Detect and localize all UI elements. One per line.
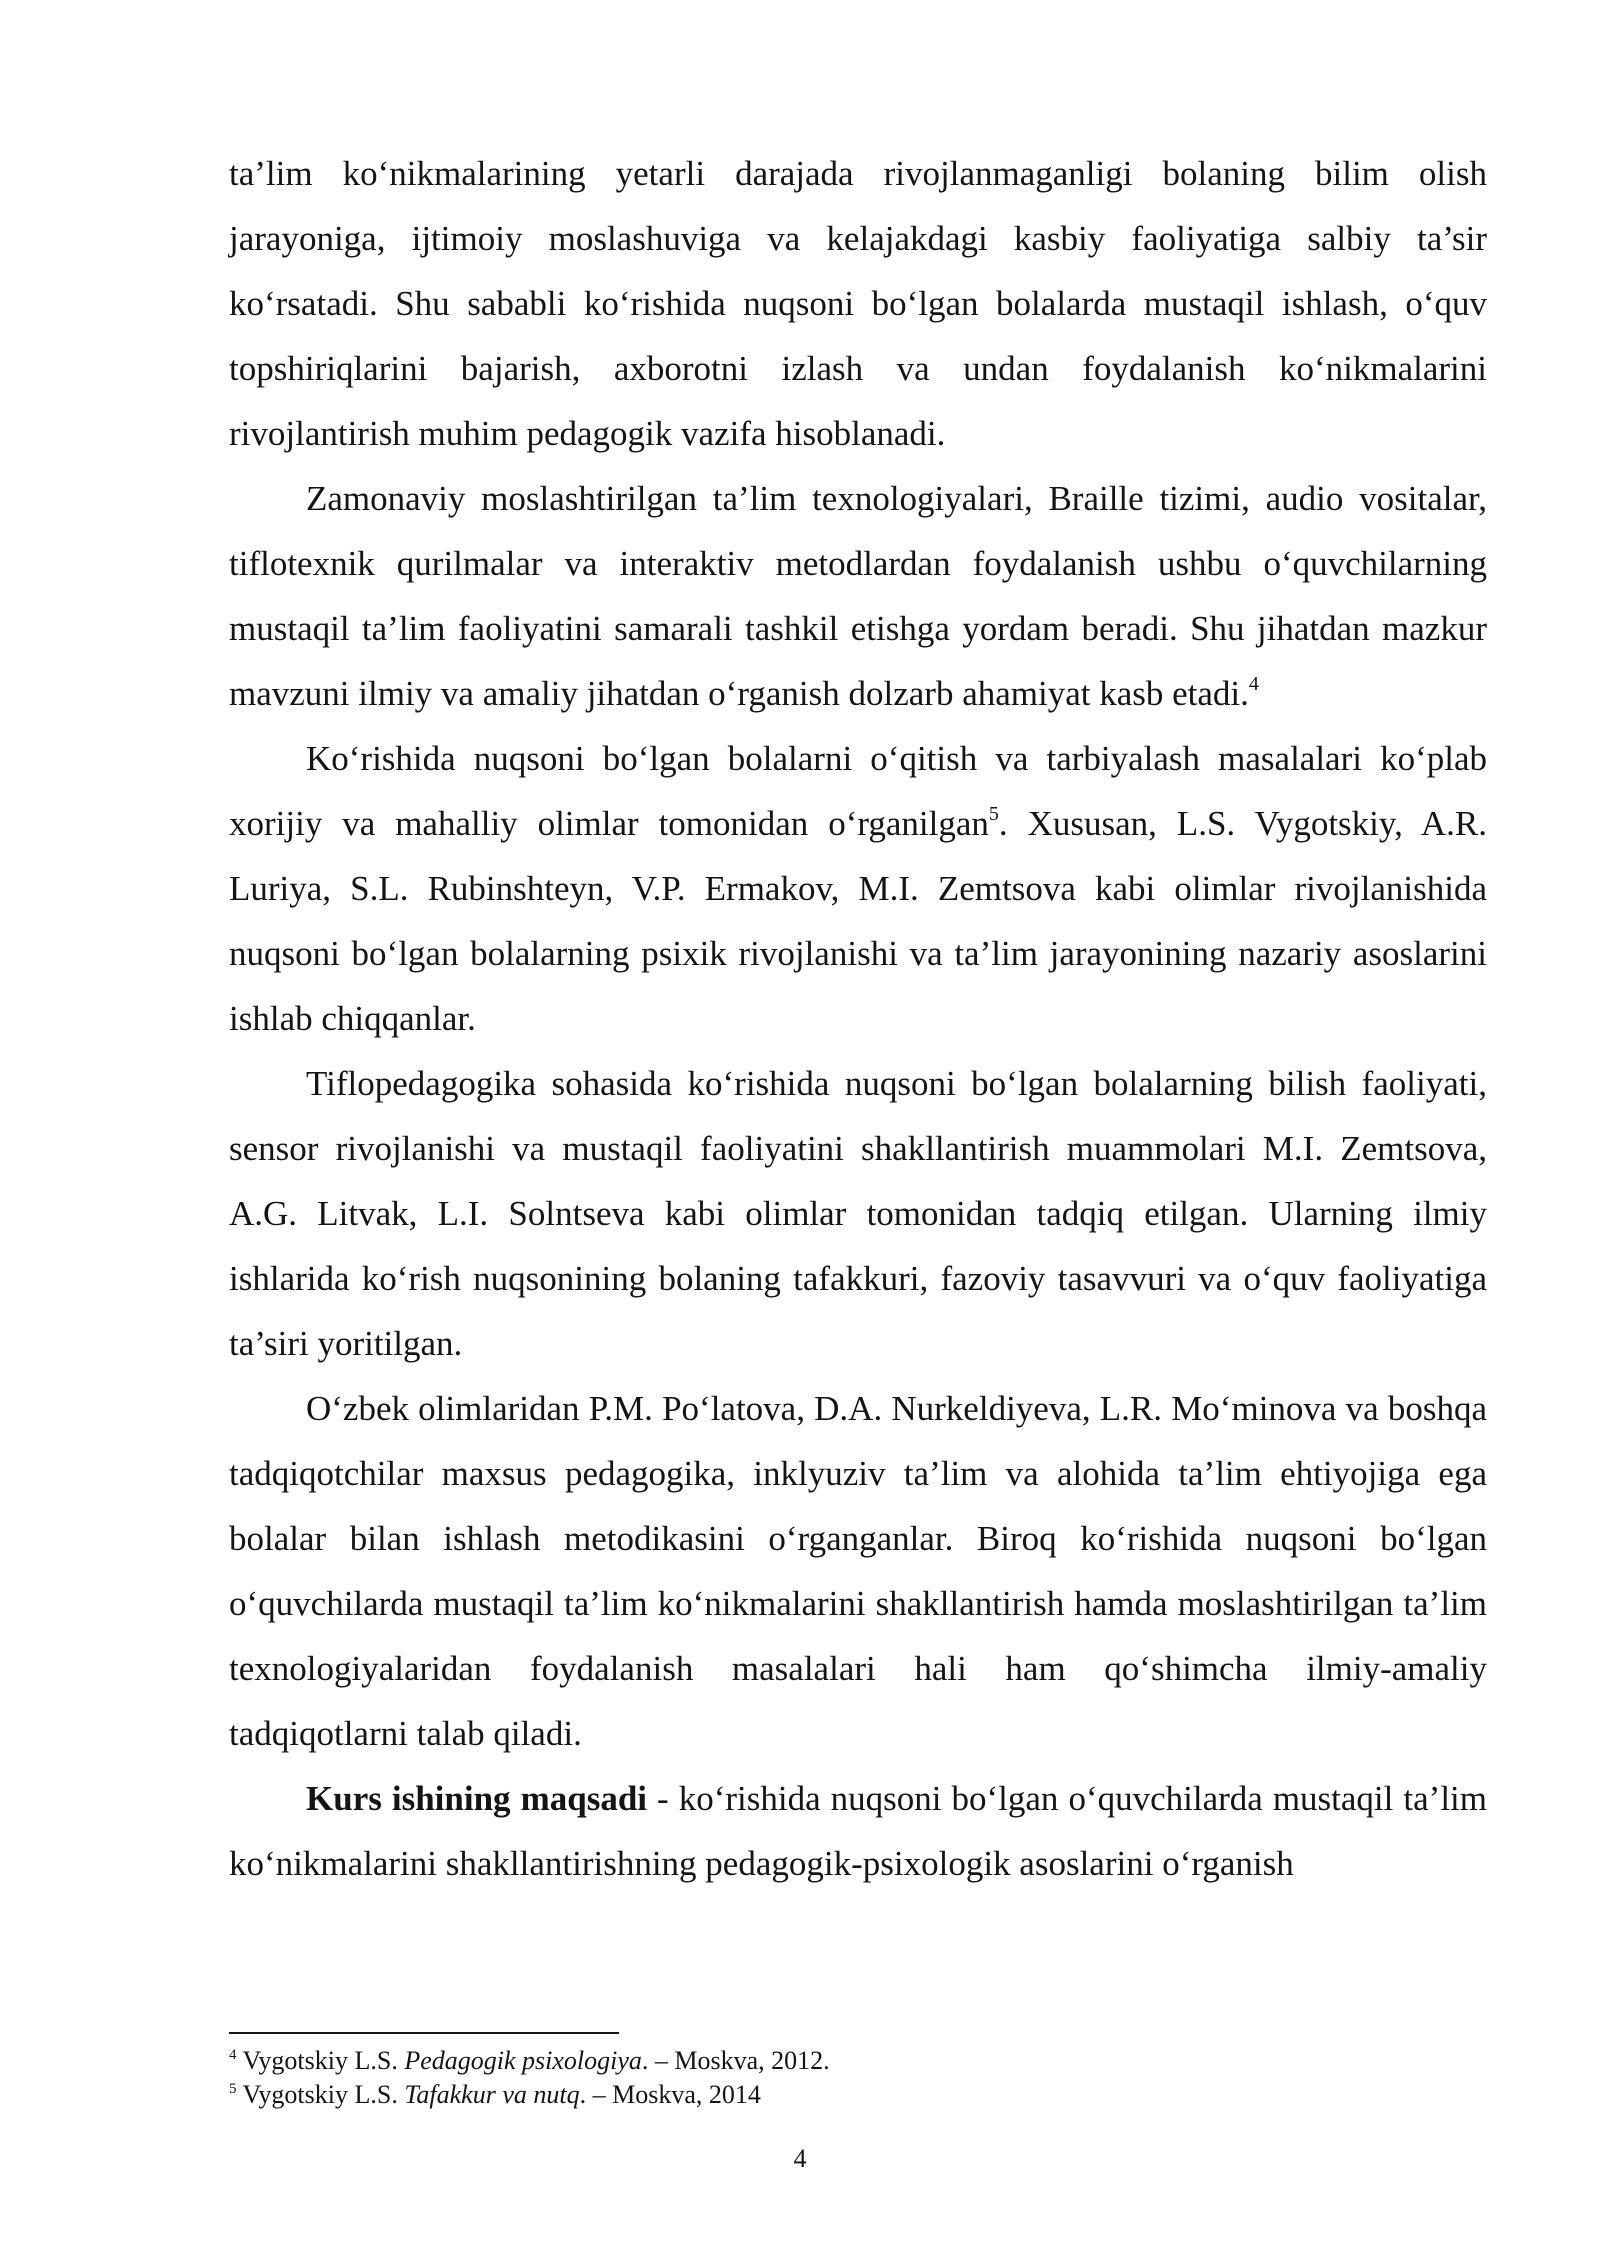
footnotes <box>229 2044 1487 2112</box>
paragraph <box>229 466 1487 726</box>
footnote-number: 4 <box>229 2047 237 2063</box>
page-number: 4 <box>793 2144 807 2173</box>
paragraph <box>229 726 1487 1051</box>
footnote-publication: . – Moskva, 2012. <box>641 2046 830 2075</box>
paragraph-text: Zamonaviy moslashtirilgan ta’lim texnologiyalari, Braille tizimi, audio vositalar, tiflotexnik qurilmalar va interaktiv metodlardan foydalanish ushbu o‘quvchilarning mustaqil ta’lim faoliyatini samarali tashkil etishga yordam beradi. Shu jihatdan mazkur mavzuni ilmiy va amaliy jihatdan o‘rganish dolzarb ahamiyat kasb etadi. <box>229 479 1487 713</box>
footnote-reference[interactable]: 5 <box>988 803 999 825</box>
paragraph-text: Tiflopedagogika sohasida ko‘rishida nuqsoni bo‘lgan bolalarning bilish faoliyati, sensor rivojlanishi va mustaqil faoliyatini shakllantirish muammolari M.I. Zemtsova, A.G. Litvak, L.I. Solntseva kabi olimlar tomonidan tadqiq etilgan. Ularning ilmiy ishlarida ko‘rish nuqsonining bolaning tafakkuri, fazoviy tasavvuri va o‘quv faoliyatiga ta’siri yoritilgan. <box>229 1064 1487 1363</box>
footnote-publication: . – Moskva, 2014 <box>579 2080 761 2109</box>
paragraph <box>229 1766 1487 1896</box>
paragraph <box>229 141 1487 466</box>
footnote-reference[interactable]: 4 <box>1248 673 1259 695</box>
paragraph-text: ta’lim ko‘nikmalarining yetarli darajada rivojlanmaganligi bolaning bilim olish jarayoniga, ijtimoiy moslashuviga va kelajakdagi kasbiy faoliyatiga salbiy ta’sir ko‘rsatadi. Shu sababli ko‘rishida nuqsoni bo‘lgan bolalarda mustaqil ishlash, o‘quv topshiriqlarini bajarish, axborotni izlash va undan foydalanish ko‘nikmalarini rivojlantirish muhim pedagogik vazifa hisoblanadi. <box>229 154 1487 453</box>
paragraph <box>229 1051 1487 1376</box>
footnote-author: Vygotskiy L.S. <box>242 2080 405 2109</box>
footnote-author: Vygotskiy L.S. <box>242 2046 405 2075</box>
bold-heading-phrase: Kurs ishining maqsadi <box>306 1779 648 1818</box>
paragraph-text: - ko‘rishida nuqsoni bo‘lgan o‘quvchilarda mustaqil ta’lim ko‘nikmalarini shakllantirishning pedagogik-psixologik asoslarini o‘rganish <box>229 1779 1487 1883</box>
paragraph-text: . Xususan, L.S. Vygotskiy, A.R. Luriya, S.L. Rubinshteyn, V.P. Ermakov, M.I. Zemtsova kabi olimlar rivojlanishida nuqsoni bo‘lgan bolalarning psixik rivojlanishi va ta’lim jarayonining nazariy asoslarini ishlab chiqqanlar. <box>229 804 1487 1038</box>
footnote <box>229 2078 1487 2112</box>
footnote-separator <box>229 2032 619 2034</box>
paragraph-text: O‘zbek olimlaridan P.M. Po‘latova, D.A. Nurkeldiyeva, L.R. Mo‘minova va boshqa tadqiqotchilar maxsus pedagogika, inklyuziv ta’lim va alohida ta’lim ehtiyojiga ega bolalar bilan ishlash metodikasini o‘rganganlar. Biroq ko‘rishida nuqsoni bo‘lgan o‘quvchilarda mustaqil ta’lim ko‘nikmalarini shakllantirish hamda moslashtirilgan ta’lim texnologiyalaridan foydalanish masalalari hali ham qo‘shimcha ilmiy-amaliy tadqiqotlarni talab qiladi. <box>229 1389 1487 1753</box>
paragraph-text: Ko‘rishida nuqsoni bo‘lgan bolalarni o‘qitish va tarbiyalash masalalari ko‘plab xorijiy va mahalliy olimlar tomonidan o‘rganilgan <box>229 739 1487 843</box>
footnote-title: Pedagogik psixologiya <box>404 2046 642 2075</box>
footnote <box>229 2044 1487 2078</box>
footnote-number: 5 <box>229 2081 237 2097</box>
paragraph <box>229 1376 1487 1766</box>
footnote-title: Tafakkur va nutq <box>404 2080 580 2109</box>
body-text <box>229 141 1487 1896</box>
